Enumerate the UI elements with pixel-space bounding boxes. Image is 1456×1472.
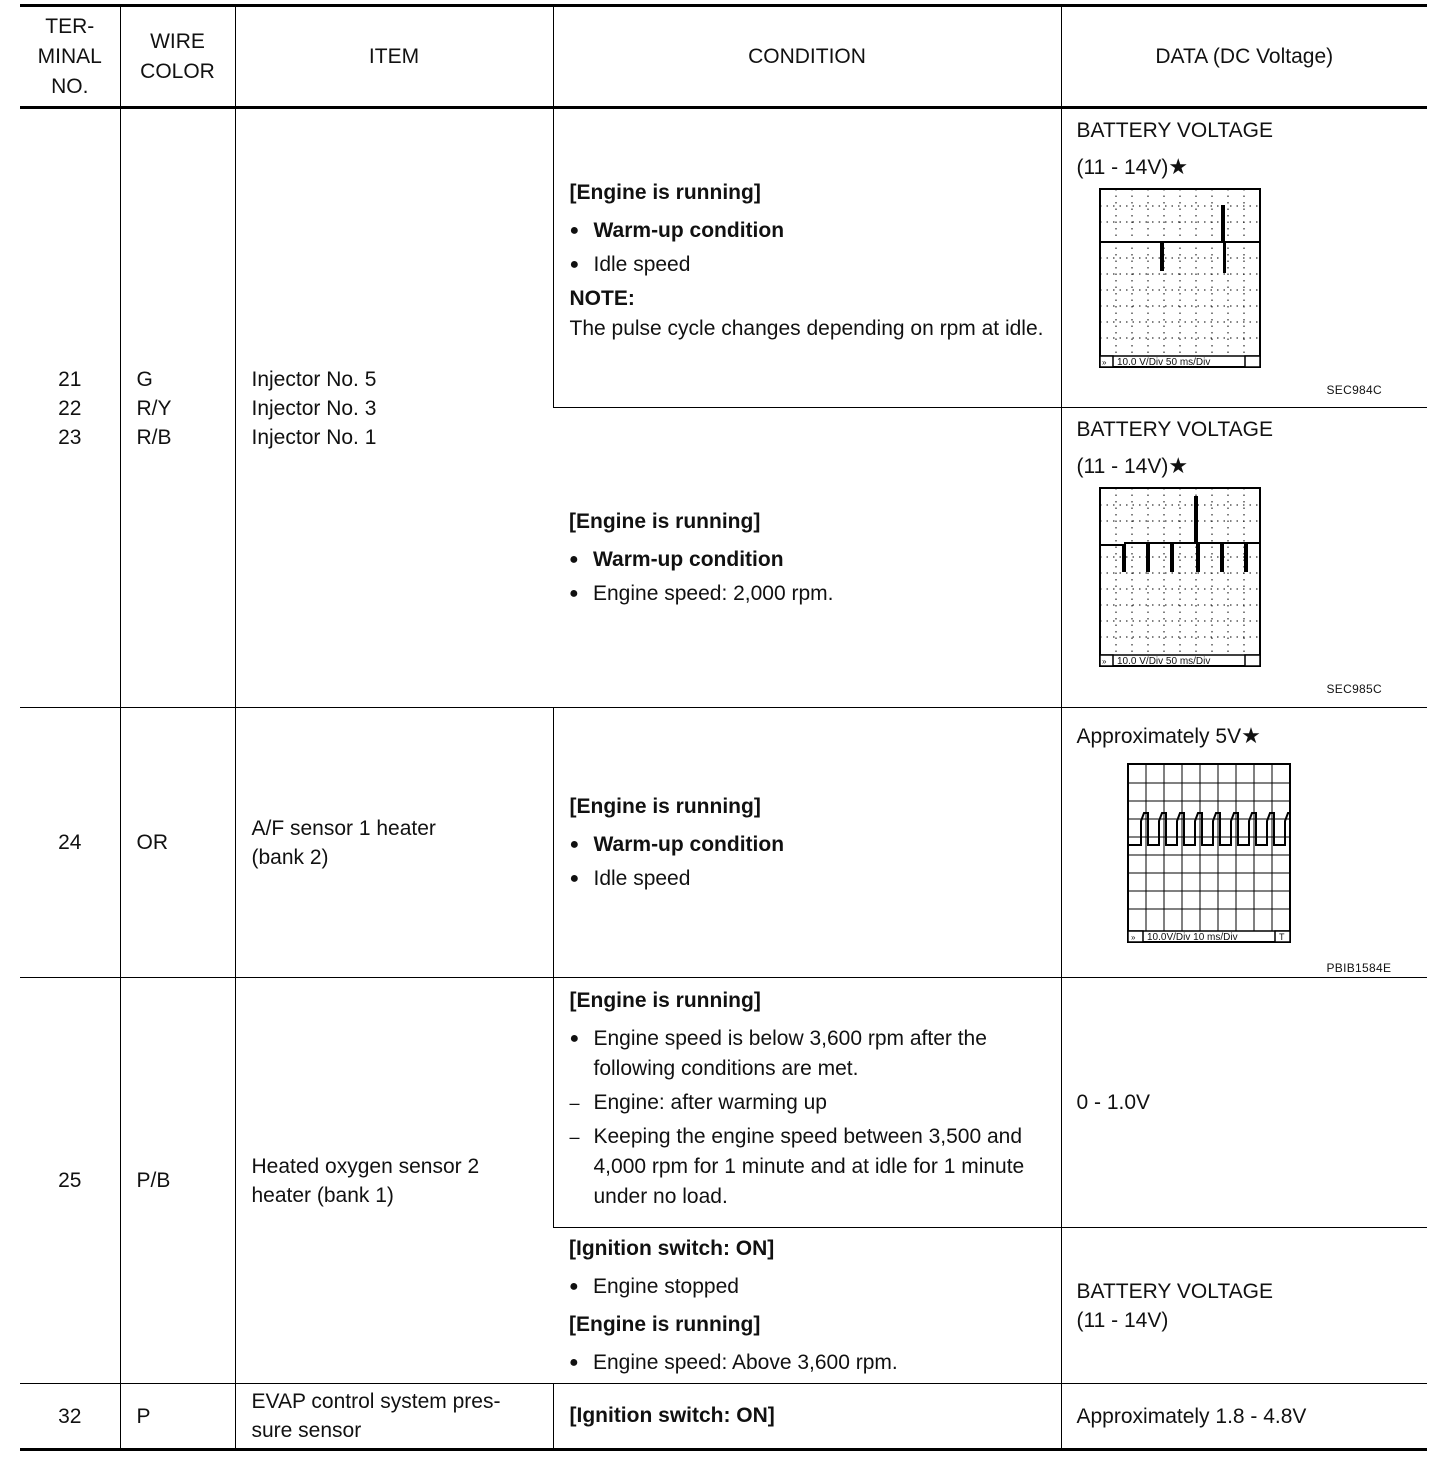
- condition-heading: [Ignition switch: ON]: [569, 1236, 775, 1260]
- condition-heading: [Engine is running]: [569, 794, 761, 818]
- table-row: [20, 108, 1427, 408]
- svg-text:10.0V/Div 10 ms/Div: 10.0V/Div 10 ms/Div: [1146, 932, 1238, 943]
- bullet-icon: ●: [569, 584, 579, 602]
- star-icon: ★: [1168, 453, 1189, 478]
- item-cell: Heated oxygen sensor 2 heater (bank 1): [235, 978, 553, 1384]
- terminal-no-cell: 32: [20, 1384, 120, 1450]
- figure-code: SEC985C: [1326, 682, 1382, 696]
- scope-af-heater: [1127, 763, 1297, 949]
- condition-cell: [553, 1384, 1061, 1450]
- list-item: – Engine: after warming up: [570, 1088, 1049, 1118]
- bullet-icon: ●: [569, 869, 580, 887]
- condition-cell: [553, 708, 1061, 978]
- list-item: ● Warm-up condition: [569, 545, 1049, 575]
- condition-heading: [Engine is running]: [569, 989, 761, 1012]
- terminal-no-cell: 24: [20, 708, 120, 978]
- svg-text:»: »: [1101, 358, 1106, 367]
- figure-code: PBIB1584E: [1326, 961, 1392, 975]
- wire-color-cell: OR: [120, 708, 235, 978]
- dash-icon: –: [569, 1127, 580, 1147]
- bullet-icon: ●: [569, 550, 579, 568]
- svg-text:10.0 V/Div 50 ms/Div: 10.0 V/Div 50 ms/Div: [1116, 656, 1210, 667]
- table-row: [20, 708, 1427, 978]
- list-item: ● Idle speed: [570, 250, 1049, 280]
- bullet-icon: ●: [569, 835, 580, 853]
- list-item: – Keeping the engine speed between 3,500 and 4,000 rpm for 1 minute and at idle for 1 minute under no load.: [570, 1122, 1049, 1212]
- oscilloscope-waveform: [1077, 755, 1428, 975]
- bullet-icon: ●: [569, 221, 580, 239]
- item-cell: Injector No. 5 Injector No. 3 Injector No. 1: [235, 108, 553, 708]
- header-row: [20, 6, 1427, 108]
- star-icon: ★: [1168, 154, 1189, 179]
- data-cell: Approximately 5V★ » 10.0V/Div 10 ms/Div T PBIB1584E: [1061, 708, 1427, 978]
- condition-cell: [553, 978, 1061, 1228]
- data-cell: BATTERY VOLTAGE (11 - 14V)★ » 10.0 V/Div 50 ms/Div SEC985C: [1061, 408, 1427, 708]
- svg-text:»: »: [1130, 933, 1135, 942]
- item-cell: EVAP control system pres- sure sensor: [235, 1384, 553, 1450]
- oscilloscope-waveform: [1077, 485, 1428, 705]
- note-text: The pulse cycle changes depending on rpm at idle.: [569, 316, 1044, 340]
- condition-heading: [Ignition switch: ON]: [569, 1404, 775, 1427]
- list-item: ● Engine speed is below 3,600 rpm after the following conditions are met.: [570, 1024, 1049, 1084]
- header-data: DATA (DC Voltage): [1061, 6, 1427, 108]
- list-item: ● Warm-up condition: [570, 830, 1049, 860]
- svg-text:10.0 V/Div 50 ms/Div: 10.0 V/Div 50 ms/Div: [1116, 357, 1210, 368]
- figure-code: SEC984C: [1326, 383, 1382, 397]
- scope-idle-injector: [1099, 188, 1289, 378]
- list-item: ● Engine speed: 2,000 rpm.: [569, 579, 1049, 609]
- data-cell: Approximately 1.8 - 4.8V: [1061, 1384, 1427, 1450]
- data-cell: BATTERY VOLTAGE (11 - 14V): [1061, 1228, 1427, 1384]
- svg-text:T: T: [1278, 932, 1284, 942]
- svg-text:»: »: [1101, 657, 1106, 666]
- header-condition: CONDITION: [553, 6, 1061, 108]
- header-terminal-no: TER- MINAL NO.: [20, 6, 120, 108]
- bullet-icon: ●: [569, 1277, 579, 1295]
- star-icon: ★: [1241, 723, 1261, 748]
- table-row: [20, 978, 1427, 1228]
- wire-color-cell: P/B: [120, 978, 235, 1384]
- terminal-data-table-sheet: [20, 4, 1427, 1451]
- data-cell: 0 - 1.0V: [1061, 978, 1427, 1228]
- wire-color-cell: P: [120, 1384, 235, 1450]
- bullet-icon: ●: [569, 255, 580, 273]
- bullet-icon: ●: [569, 1353, 579, 1371]
- list-item: ● Warm-up condition: [570, 216, 1049, 246]
- item-cell: A/F sensor 1 heater (bank 2): [235, 708, 553, 978]
- header-wire-color: WIRE COLOR: [120, 6, 235, 108]
- dash-icon: –: [569, 1093, 580, 1113]
- condition-cell: [553, 108, 1061, 408]
- list-item: ● Idle speed: [570, 864, 1049, 894]
- data-cell: BATTERY VOLTAGE (11 - 14V)★ » 10.0 V/Div 50 ms/Div SEC984C: [1061, 108, 1427, 408]
- header-item: ITEM: [235, 6, 553, 108]
- wire-color-cell: G R/Y R/B: [120, 108, 235, 708]
- list-item: ● Engine speed: Above 3,600 rpm.: [569, 1348, 1049, 1378]
- terminal-data-table: [20, 4, 1427, 1451]
- condition-heading: [Engine is running]: [569, 180, 761, 204]
- table-row: [20, 1384, 1427, 1450]
- bullet-icon: ●: [569, 1030, 580, 1047]
- condition-heading: [Engine is running]: [569, 1312, 761, 1336]
- condition-cell: [553, 1228, 1061, 1384]
- list-item: ● Engine stopped: [569, 1272, 1049, 1302]
- terminal-no-cell: 21 22 23: [20, 108, 120, 708]
- oscilloscope-waveform: [1077, 186, 1428, 406]
- terminal-no-cell: 25: [20, 978, 120, 1384]
- scope-2000rpm-injector: [1099, 487, 1289, 677]
- condition-cell: [553, 408, 1061, 708]
- condition-heading: [Engine is running]: [569, 509, 761, 533]
- note-heading: NOTE:: [569, 286, 635, 310]
